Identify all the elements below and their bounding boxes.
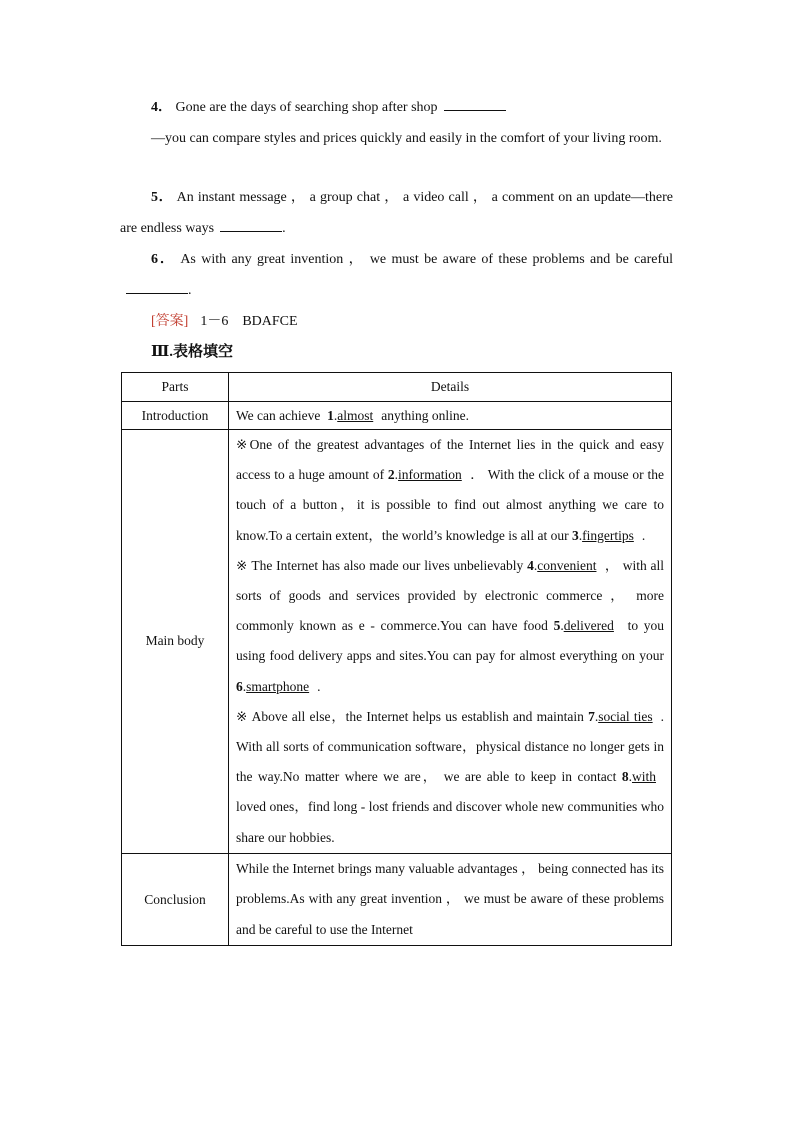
answer-blank	[220, 217, 282, 232]
question-4	[120, 92, 673, 154]
blank-number: 1	[327, 407, 334, 423]
blank-number: 4	[527, 557, 534, 573]
filled-answer: social ties	[598, 708, 653, 724]
text-segment: to you using food delivery apps and sites.You can pay for almost everything on your	[236, 618, 664, 664]
blank-number: 6	[236, 678, 243, 694]
question-6	[120, 244, 673, 306]
text-segment: ， with all sorts of goods and services provided by electronic commerce ， more commonly known as e - commerce.You can have food	[236, 557, 665, 634]
answer-line	[151, 308, 298, 336]
filled-answer: convenient	[537, 557, 597, 573]
question-text: As with any great invention ， we must be aware of these problems and be careful	[180, 252, 674, 267]
header-details: Details	[229, 373, 672, 402]
blank-number: 2	[387, 467, 395, 483]
blank-number: 5	[553, 618, 561, 634]
question-text: Gone are the days of searching shop after shop	[175, 100, 438, 115]
text-segment: .	[317, 678, 321, 694]
section-title: Ⅲ.表格填空	[151, 344, 234, 360]
filled-answer: almost	[337, 407, 374, 423]
table-row-conclusion	[122, 853, 672, 946]
filled-answer: with	[631, 769, 656, 785]
filled-answer: information	[398, 467, 462, 483]
text-segment: ． With the click of a mouse or the touch of a button，it is possible to find out almost anything we care to know.To a certain extent，the world’s knowledge is all at our	[236, 467, 664, 543]
filled-answer: delivered	[563, 618, 614, 634]
question-number: 4．	[151, 100, 172, 115]
text-segment: We can achieve	[236, 407, 321, 423]
question-continuation: —you can compare styles and prices quickly and easily in the comfort of your living room.	[151, 131, 662, 146]
blank-number: 8	[621, 769, 629, 785]
filled-answer: fingertips	[582, 527, 634, 543]
text-segment: anything online.	[381, 407, 469, 423]
intro-details: We can achieve 1.almost anything online.	[229, 402, 672, 430]
answer-blank	[126, 279, 188, 294]
text-segment: .	[641, 527, 646, 543]
table-row-introduction	[122, 402, 672, 430]
question-suffix: .	[282, 221, 286, 236]
text-segment: ※ Above all else，the Internet helps us establish and maintain	[236, 708, 584, 724]
text-segment: ※ The Internet has also made our lives unbelievably	[236, 557, 524, 573]
text-segment: . With all sorts of communication software，physical distance no longer gets in the way.No matter where we are， we are able to keep in contact	[236, 708, 665, 785]
part-label: Main body	[122, 430, 229, 854]
question-5	[120, 182, 673, 244]
question-suffix: .	[188, 283, 192, 298]
answer-tag: [答案]	[151, 314, 189, 329]
filled-answer: smartphone	[246, 678, 310, 694]
header-parts: Parts	[122, 373, 229, 402]
answer-blank	[444, 96, 506, 111]
conclusion-details: While the Internet brings many valuable advantages ， being connected has its problems.As with any great invention ， we must be aware of these problems and be careful to use the Internet	[229, 853, 672, 946]
part-label: Introduction	[122, 402, 229, 430]
question-number: 5．	[151, 190, 174, 205]
question-text: An instant message ， a group chat ， a video call ， a comment on an update—there are endless ways	[120, 190, 673, 236]
details-table	[121, 372, 672, 946]
table-header-row	[122, 373, 672, 402]
text-segment: loved ones，find long - lost friends and discover whole new communities who share our hobbies.	[236, 799, 664, 845]
answer-value: 1－6 BDAFCE	[200, 314, 298, 329]
question-number: 6．	[151, 252, 176, 267]
blank-number: 3	[571, 527, 579, 543]
main-body-details: ※One of the greatest advantages of the Internet lies in the quick and easy access to a huge amount of 2.information ． With the click of a mouse or the touch of a button，it is possible to find out almost anything we care to know.To a certain extent，the world’s knowledge is all at our 3.fingertips . ※ The Internet has also made our lives unbelievably 4.convenient ， with all sorts of goods and services provided by electronic commerce ， more commonly known as e - commerce.You can have food 5.delivered to you using food delivery apps and sites.You can pay for almost everything on your 6.smartphone . ※ Above all else，the Internet helps us establish and maintain 7.social ties . With all sorts of communication software，physical distance no longer gets in the way.No matter where we are， we are able to keep in contact 8.with loved ones，find long - lost friends and discover whole new communities who share our hobbies.	[229, 430, 672, 854]
blank-number: 7	[588, 708, 595, 724]
table-row-main-body	[122, 430, 672, 854]
text-segment: ※One of the greatest advantages of the Internet lies in the quick and easy access to a huge amount of	[236, 437, 664, 483]
part-label: Conclusion	[122, 853, 229, 946]
